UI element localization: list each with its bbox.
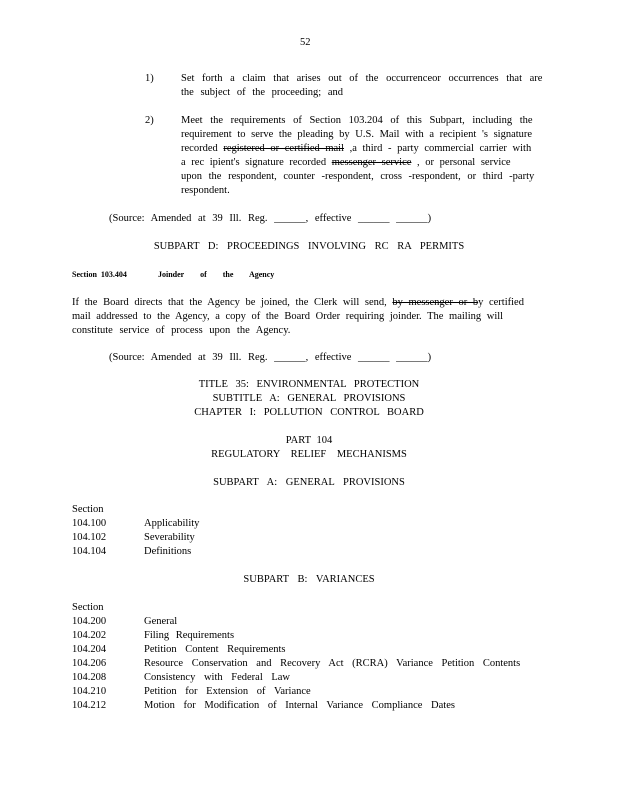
toc-section-code: 104.200 (72, 616, 107, 627)
toc-section-title: General (144, 616, 178, 627)
part-title: REGULATORY RELIEF MECHANISMS (211, 449, 407, 460)
toc-section-title: Motion for Modification of Internal Variance Compliance Dates (144, 700, 455, 711)
toc-row (72, 671, 290, 685)
subpart-heading: SUBPART D: PROCEEDINGS INVOLVING RC RA PERMITS (153, 241, 465, 252)
section-title: Joinder of the Agency (158, 270, 275, 279)
toc-section-code: 104.202 (72, 630, 107, 641)
toc-header: Section (72, 602, 104, 613)
toc-section-title: Consistency with Federal Law (144, 672, 291, 683)
item-number: 2) (145, 115, 154, 126)
struck-text: registered or certified mail (223, 143, 345, 154)
item-2-line-3 (181, 142, 531, 156)
struck-text: by messenger or b (392, 297, 479, 308)
item-2-line-4 (181, 156, 511, 170)
toc-section-code: 104.102 (72, 532, 107, 543)
toc-section-code: 104.104 (72, 546, 107, 557)
item-2-line-2: requirement to serve the pleading by U.S. Mail with a recipient 's signature (181, 129, 533, 140)
toc-header: Section (72, 504, 104, 515)
part-number: PART 104 (285, 435, 333, 446)
subtitle-line: SUBTITLE A: GENERAL PROVISIONS (212, 393, 406, 404)
item-1-line-1: Set forth a claim that arises out of the occurrenceor occurrences that are (181, 73, 543, 84)
toc-row (72, 657, 520, 671)
text-span: a rec ipient's signature recorded (181, 157, 332, 168)
text-span: y certified (478, 297, 524, 308)
toc-section-title: Applicability (144, 518, 200, 529)
toc-section-title: Petition Content Requirements (144, 644, 286, 655)
toc-section-code: 104.204 (72, 644, 107, 655)
text-span: recorded (181, 143, 224, 154)
item-2-line-5: upon the respondent, counter -respondent, cross -respondent, or third -party (181, 171, 535, 182)
toc-section-code: 104.212 (72, 700, 107, 711)
toc-section-title: Petition for Extension of Variance (144, 686, 311, 697)
toc-section-title: Filing Requirements (144, 630, 235, 641)
text-span: If the Board directs that the Agency be joined, the Clerk will send, (72, 297, 393, 308)
subpart-heading: SUBPART A: GENERAL PROVISIONS (213, 477, 405, 488)
text-span: ,a third - party commercial carrier with (344, 143, 532, 154)
toc-row (72, 545, 191, 559)
item-1-line-2: the subject of the proceeding; and (181, 87, 343, 98)
item-number: 1) (145, 73, 154, 84)
toc-row (72, 685, 311, 699)
chapter-line: CHAPTER I: POLLUTION CONTROL BOARD (194, 407, 424, 418)
toc-section-title: Definitions (144, 546, 192, 557)
toc-section-code: 104.206 (72, 658, 107, 669)
toc-section-code: 104.210 (72, 686, 107, 697)
toc-section-code: 104.100 (72, 518, 107, 529)
toc-row (72, 629, 234, 643)
toc-section-code: 104.208 (72, 672, 107, 683)
text-span: , or personal service (411, 157, 511, 168)
paragraph-line-2: mail addressed to the Agency, a copy of the Board Order requiring joinder. The mailing will (72, 311, 504, 322)
struck-text: messenger service (331, 157, 412, 168)
title-line: TITLE 35: ENVIRONMENTAL PROTECTION (198, 379, 420, 390)
toc-section-title: Severability (144, 532, 195, 543)
toc-row (72, 517, 199, 531)
toc-row (72, 699, 455, 713)
paragraph-line-1 (72, 296, 524, 310)
toc-row (72, 615, 177, 629)
toc-row (72, 531, 195, 545)
page-number: 52 (300, 37, 311, 48)
item-2-line-1: Meet the requirements of Section 103.204 of this Subpart, including the (181, 115, 533, 126)
source-note: (Source: Amended at 39 Ill. Reg. ______, effective ______ ______) (109, 352, 432, 363)
subpart-heading: SUBPART B: VARIANCES (243, 574, 375, 585)
toc-row (72, 643, 286, 657)
section-number: Section 103.404 (72, 270, 127, 279)
source-note: (Source: Amended at 39 Ill. Reg. ______, effective ______ ______) (109, 213, 432, 224)
item-2-line-6: respondent. (181, 185, 230, 196)
toc-section-title: Resource Conservation and Recovery Act (RCRA) Variance Petition Contents (144, 658, 521, 669)
paragraph-line-3: constitute service of process upon the Agency. (72, 325, 291, 336)
